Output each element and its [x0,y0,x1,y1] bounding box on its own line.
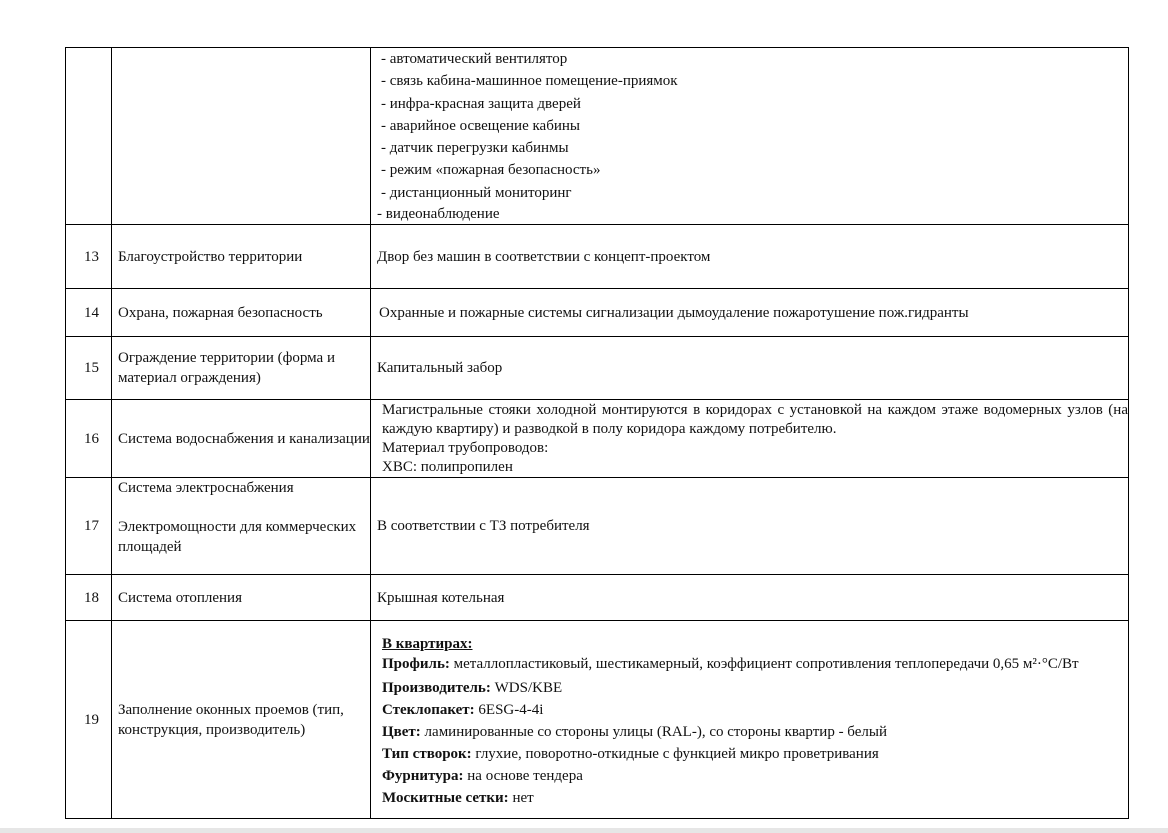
pipe-material-heading: Материал трубопроводов: [382,439,549,456]
row-name [112,48,371,225]
row-value-list [371,48,1129,225]
list-item: - режим «пожарная безопасность» [381,162,601,179]
list-item: - связь кабина-машинное помещение-приямок [381,73,678,90]
row-value: Капитальный забор [371,337,1129,400]
spec-line: Стеклопакет: 6ESG-4-4i [382,702,544,719]
list-item: - аварийное освещение кабины [381,117,580,134]
list-item: - датчик перегрузки кабинмы [381,140,569,157]
water-description: Магистральные стояки холодной монтируются в коридорах с установкой на каждом этаже водомерных узлов (на каждую квартиру) и разводкой в полу коридора каждому потребителю. [382,401,1128,437]
table-row [66,400,1129,478]
windows-heading: В квартирах: [382,636,473,653]
spec-line: Производитель: WDS/KBE [382,680,563,697]
commercial-power-label: Электромощности для коммерческих площадей [118,519,357,556]
row-number [66,48,112,225]
spec-line: Цвет: ламинированные со стороны улицы (RAL-), со стороны квартир - белый [382,724,887,741]
row-name: Система водоснабжения и канализации [112,400,371,478]
row-value: Двор без машин в соответствии с концепт-проектом [371,225,1129,289]
list-item: - автоматический вентилятор [381,51,568,67]
row-value: Крышная котельная [371,575,1129,621]
table-row [66,289,1129,337]
table-row [66,575,1129,621]
table-row [66,478,1129,575]
table-row [66,48,1129,225]
row-name: Ограждение территории (форма и материал ограждения) [112,337,371,400]
power-supply-label: Система электроснабжения [118,480,294,497]
bottom-scroll-strip [0,828,1168,833]
table-row [66,225,1129,289]
row-value-windows [371,621,1129,819]
row-name: Заполнение оконных проемов (тип, конструкция, производитель) [112,621,371,819]
row-number: 17 [66,478,112,575]
row-number: 18 [66,575,112,621]
list-item: - видеонаблюдение [377,206,500,223]
pipe-material-value: ХВС: полипропилен [382,458,513,475]
spec-line: Профиль: металлопластиковый, шестикамерный, коэффициент сопротивления теплопередачи 0,65 м²·°С/Вт [382,656,1079,673]
row-name: Благоустройство территории [112,225,371,289]
specification-table [65,47,1129,819]
table-row [66,337,1129,400]
list-item: - инфра-красная защита дверей [381,95,581,112]
row-name: Охрана, пожарная безопасность [112,289,371,337]
row-value: В соответствии с ТЗ потребителя [371,478,1129,575]
spec-line: Тип створок: глухие, поворотно-откидные с функцией микро проветривания [382,746,879,763]
row-value [371,400,1129,478]
row-name: Система отопления [112,575,371,621]
row-name [112,478,371,575]
row-number: 14 [66,289,112,337]
list-item: - дистанционный мониторинг [381,184,572,201]
spec-line: Москитные сетки: нет [382,790,534,807]
row-value: Охранные и пожарные системы сигнализации дымоудаление пожаротушение пож.гидранты [371,289,1129,337]
spec-line: Фурнитура: на основе тендера [382,768,583,785]
row-number: 13 [66,225,112,289]
row-number: 15 [66,337,112,400]
row-number: 16 [66,400,112,478]
row-number: 19 [66,621,112,819]
table-row [66,621,1129,819]
